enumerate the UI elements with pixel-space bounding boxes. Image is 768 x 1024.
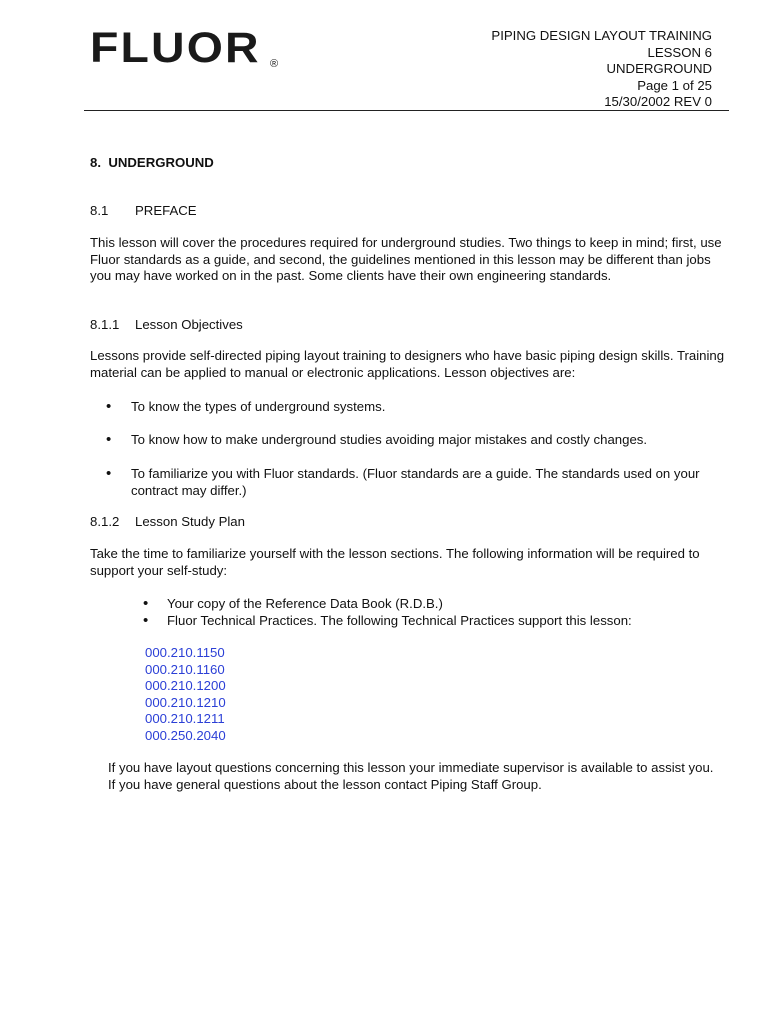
bullet-icon: • [143,595,149,612]
section-heading [90,155,214,172]
technical-practices-list [145,645,226,744]
bullet-icon: • [106,398,112,415]
technical-practice-link[interactable]: 000.210.1160 [145,661,225,677]
technical-practice-link[interactable]: 000.210.1211 [145,711,225,726]
fluor-logo: FLUOR [90,24,261,72]
objective-text: To know how to make underground studies avoiding major mistakes and costly changes. [131,432,648,447]
technical-practice-link[interactable]: 000.210.1200 [145,678,226,693]
header-date-revision: 15/30/2002 REV 0 [604,94,712,109]
section-title: UNDERGROUND [108,155,214,170]
preface-number: 8.1 [90,203,109,218]
header-lesson-number: LESSON 6 [647,44,712,60]
study-plan-heading [90,514,245,531]
study-plan-intro: Take the time to familiarize yourself with the lesson sections. The following information will be required to support your self-study: [90,546,700,578]
study-plan-title: Lesson Study Plan [135,514,245,529]
objectives-number: 8.1.1 [90,317,120,332]
document-header-info [491,28,712,111]
bullet-icon: • [143,612,149,629]
technical-practice-link[interactable]: 000.210.1210 [145,694,226,710]
objective-text: To know the types of underground systems. [131,399,386,414]
objectives-intro: Lessons provide self-directed piping layout training to designers who have basic piping design skills. Training material can be applied to manual or electronic applications. Lesson objectives are: [90,348,725,380]
study-bullet-text: Your copy of the Reference Data Book (R.D.B.) [167,596,443,611]
preface-heading [90,203,197,220]
objectives-heading [90,317,243,334]
study-plan-number: 8.1.2 [90,514,120,529]
technical-practice-link[interactable]: 000.210.1150 [145,645,225,660]
study-plan-closing: If you have layout questions concerning this lesson your immediate supervisor is available to assist you. If you have general questions about the lesson contact Piping Staff Group. [108,760,714,792]
bullet-icon: • [106,431,112,448]
header-lesson-topic: UNDERGROUND [606,61,712,76]
registered-mark: ® [270,58,279,70]
objectives-title: Lesson Objectives [135,317,243,332]
bullet-icon: • [106,465,112,482]
technical-practice-link[interactable]: 000.250.2040 [145,727,226,743]
section-number: 8. [90,155,101,170]
header-divider [84,110,729,111]
study-bullet-text: Fluor Technical Practices. The following Technical Practices support this lesson: [167,613,632,628]
preface-paragraph: This lesson will cover the procedures required for underground studies. Two things to keep in mind; first, use Fluor standards as a guide, and second, the guidelines mentioned in this lesson may be different than jobs you may have worked on in the past. Some clients have their own engineering standards. [90,235,722,283]
header-page-number: Page 1 of 25 [637,77,712,93]
header-course-title: PIPING DESIGN LAYOUT TRAINING [491,28,712,43]
preface-title: PREFACE [135,203,197,218]
objective-text: To familiarize you with Fluor standards. (Fluor standards are a guide. The standards used on your contract may differ.) [131,466,700,498]
